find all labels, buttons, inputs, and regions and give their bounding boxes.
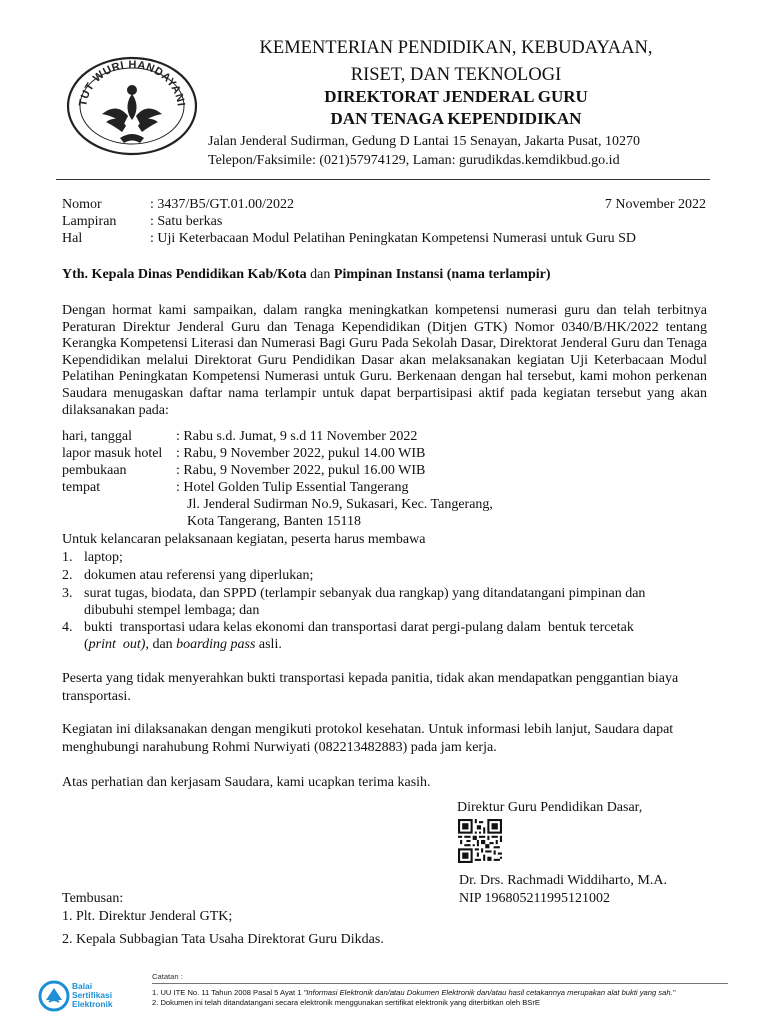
- bsre-name-line1: Balai: [72, 981, 93, 991]
- signatory-name: Dr. Drs. Rachmadi Widdiharto, M.A.: [459, 873, 667, 888]
- bring-item4-line2: [84, 636, 282, 653]
- tut-wuri-handayani-logo: [62, 44, 202, 156]
- schedule-buka-value: : Rabu, 9 November 2022, pukul 16.00 WIB: [176, 463, 426, 478]
- transport-paragraph: Peserta yang tidak menyerahkan bukti transportasi kepada panitia, tidak akan mendapatkan penggantian biaya transportasi.: [62, 671, 679, 704]
- lampiran-label: Lampiran: [62, 214, 117, 229]
- bsre-name-line2: Sertifikasi: [72, 990, 113, 1000]
- hal-label: Hal: [62, 231, 83, 246]
- bring-item3-line1: surat tugas, biodata, dan SPPD (terlampir sebanyak dua rangkap) yang ditandatangani pimpinan dan: [84, 586, 646, 601]
- recipient: [62, 266, 551, 283]
- ministry-name-line1: KEMENTERIAN PENDIDIKAN, KEBUDAYAAN,: [259, 38, 653, 58]
- bsre-logo-icon: [38, 980, 70, 1012]
- bsre-name-line3: Elektronik: [72, 999, 113, 1009]
- directorate-name-line1: DIREKTORAT JENDERAL GURU: [324, 87, 588, 106]
- lampiran-value: : Satu berkas: [150, 214, 223, 229]
- schedule-tempat-value: : Hotel Golden Tulip Essential Tangerang: [176, 480, 409, 495]
- bring-item1: laptop;: [84, 550, 123, 565]
- letterhead-divider: [56, 179, 710, 180]
- signatory-nip: NIP 196805211995121002: [459, 891, 611, 906]
- schedule-lapor-label: lapor masuk hotel: [62, 446, 163, 461]
- schedule-hari-value: : Rabu s.d. Jumat, 9 s.d 11 November 2022: [176, 429, 418, 444]
- schedule-tempat-line2: Jl. Jenderal Sudirman No.9, Sukasari, Kec. Tangerang,: [187, 497, 493, 512]
- recipient-part1: Yth. Kepala Dinas Pendidikan Kab/Kota: [62, 267, 307, 282]
- schedule-buka-label: pembukaan: [62, 463, 127, 478]
- directorate-name-line2: DAN TENAGA KEPENDIDIKAN: [330, 109, 582, 128]
- bring-item4-line1: bukti transportasi udara kelas ekonomi dan transportasi darat pergi-pulang dalam bentuk tercetak: [84, 620, 634, 635]
- bring-item4-and: , dan: [145, 637, 177, 652]
- hal-value: : Uji Keterbacaan Modul Pelatihan Peningkatan Kompetensi Numerasi untuk Guru SD: [150, 231, 637, 246]
- recipient-part3: Pimpinan Instansi (nama terlampir): [333, 267, 551, 282]
- nomor-value: : 3437/B5/GT.01.00/2022: [150, 197, 295, 212]
- schedule-hari-label: hari, tanggal: [62, 429, 132, 444]
- bring-item4-asli: asli.: [255, 637, 282, 652]
- letter-date: 7 November 2022: [604, 197, 706, 212]
- recipient-part2: dan: [306, 267, 334, 282]
- footer-note1: [152, 988, 675, 998]
- bring-item1-number: 1.: [62, 550, 73, 565]
- footer-note1-quote: "Informasi Elektronik dan/atau Dokumen Elektronik dan/atau hasil cetakannya merupakan alat bukti yang sah.": [303, 988, 676, 997]
- bring-item3-number: 3.: [62, 586, 73, 601]
- signatory-title: Direktur Guru Pendidikan Dasar,: [457, 800, 643, 815]
- footer-note1-law: 1. UU ITE No. 11 Tahun 2008 Pasal 5 Ayat 1: [152, 988, 304, 997]
- health-protocol-paragraph: Kegiatan ini dilaksanakan dengan mengikuti protokol kesehatan. Untuk informasi lebih lanjut, Saudara dapat menghubungi narahubung Rohmi Nurwiyati (082213482883) pada jam kerja.: [62, 722, 674, 755]
- bring-item4-number: 4.: [62, 620, 73, 635]
- cc-label: Tembusan:: [62, 891, 124, 906]
- bring-item2-number: 2.: [62, 568, 73, 583]
- signature-qr-code: [458, 819, 502, 863]
- bsre-name: [72, 982, 113, 1009]
- letterhead-contact: Telepon/Faksimile: (021)57974129, Laman: gurudikdas.kemdikbud.go.id: [208, 153, 620, 168]
- cc-item2: 2. Kepala Subbagian Tata Usaha Direktorat Guru Dikdas.: [62, 932, 384, 947]
- bring-item4-print-out: print out): [88, 637, 146, 652]
- bring-item3-line2: dibubuhi stempel lembaga; dan: [84, 603, 260, 618]
- cc-item1: 1. Plt. Direktur Jenderal GTK;: [62, 909, 233, 924]
- schedule-tempat-line3: Kota Tangerang, Banten 15118: [187, 514, 361, 529]
- svg-text:TUT WURI HANDAYANI: TUT WURI HANDAYANI: [77, 58, 187, 108]
- nomor-label: Nomor: [62, 197, 102, 212]
- ministry-name-line2: RISET, DAN TEKNOLOGI: [350, 65, 562, 85]
- letterhead-address: Jalan Jenderal Sudirman, Gedung D Lantai 15 Senayan, Jakarta Pusat, 10270: [208, 134, 640, 149]
- closing-paragraph: Atas perhatian dan kerjasam Saudara, kami ucapkan terima kasih.: [62, 775, 431, 790]
- bring-item4-boarding-pass: boarding pass: [176, 637, 256, 652]
- schedule-tempat-label: tempat: [62, 480, 101, 495]
- bring-intro: Untuk kelancaran pelaksanaan kegiatan, peserta harus membawa: [62, 532, 426, 547]
- footer-note2: 2. Dokumen ini telah ditandatangani secara elektronik menggunakan sertifikat elektronik yang diterbitkan oleh BSrE: [152, 998, 540, 1007]
- bring-item2: dokumen atau referensi yang diperlukan;: [84, 568, 314, 583]
- footer-catatan-label: Catatan :: [152, 972, 183, 981]
- schedule-lapor-value: : Rabu, 9 November 2022, pukul 14.00 WIB: [176, 446, 426, 461]
- footer-divider: [152, 983, 728, 984]
- opening-paragraph: Dengan hormat kami sampaikan, dalam rangka meningkatkan kompetensi numerasi guru dan telah terbitnya Peraturan Direktur Jenderal Guru dan Tenaga Kependidikan (Ditjen GTK) Nomor 0340/B/HK/2022 tentang Kerangka Kompetensi Literasi dan Numerasi Bagi Guru Pada Sekolah Dasar, Direktorat Jenderal Guru dan Tenaga Kependidikan melalui Direktorat Guru Pendidikan Dasar akan melaksanakan kegiatan Uji Keterbacaan Modul Pelatihan Peningkatan Kompetensi Numerasi untuk Guru. Berkenaan dengan hal tersebut, kami mohon perkenan Saudara menugaskan daftar nama terlampir untuk dapat berpartisipasi aktif pada kegiatan tersebut yang akan dilaksanakan pada:: [62, 303, 707, 418]
- bring-item4-open-paren: (: [84, 637, 89, 652]
